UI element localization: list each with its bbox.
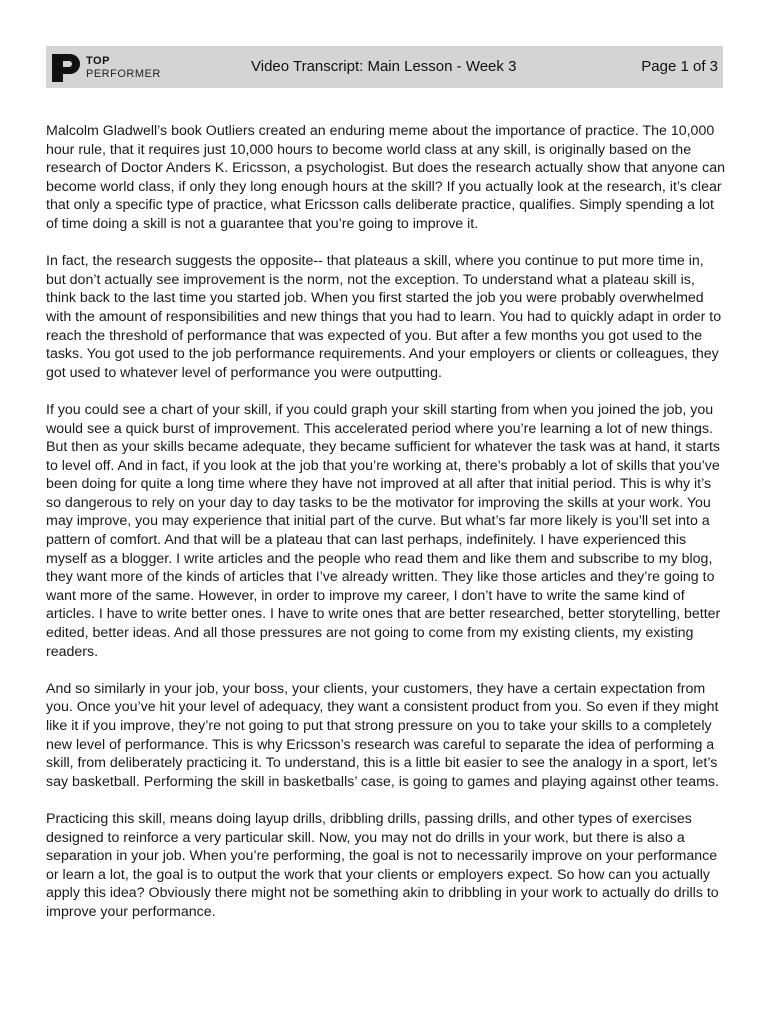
document-title: Video Transcript: Main Lesson - Week 3	[251, 58, 517, 75]
paragraph: And so similarly in your job, your boss, your clients, your customers, they have a certain expectation from you. Once you’ve hit your level of adequacy, they want a consistent product from you. So even if they might like it if you improve, they’re not going to put that strong pressure on you to take your skills to a completely new level of performance. This is why Ericsson’s research was careful to separate the idea of performing a skill, from deliberately practicing it. To understand, this is a little bit easier to see the analogy in a sport, let’s say basketball. Performing the skill in basketballs’ case, is going to games and playing against other teams.	[46, 680, 719, 790]
logo-mark-icon	[50, 52, 82, 84]
page-header	[46, 46, 723, 88]
logo-text-top: TOP	[86, 55, 110, 67]
paragraph: Practicing this skill, means doing layup drills, dribbling drills, passing drills, and other types of exercises designed to reinforce a very particular skill. Now, you may not do drills in your work, but there is also a separation in your job. When you’re performing, the goal is not to necessarily improve on your performance or learn a lot, the goal is to output the work that your clients or employers expect. So how can you actually apply this idea? Obviously there might not be something akin to dribbling in your work to actually do drills to improve your performance.	[46, 810, 719, 920]
paragraph: If you could see a chart of your skill, if you could graph your skill starting from when you joined the job, you would see a quick burst of improvement. This accelerated period where you’re learning a lot of new things. But then as your skills became adequate, they became sufficient for whatever the task was at hand, it starts to level off. And in fact, if you look at the job that you’re working at, there’s probably a lot of skills that you’ve been doing for quite a long time where they have not improved at all after that initial period. This is why it’s so dangerous to rely on your day to day tasks to be the motivator for improving the skills at your work. You may improve, you may experience that initial part of the curve. But what’s far more likely is you’ll set into a pattern of comfort. And that will be a plateau that can last perhaps, indefinitely. I have experienced this myself as a blogger. I write articles and the people who read them and like them and subscribe to my blog, they want more of the kinds of articles that I’ve already written. They like those articles and they’re going to want more of the same. However, in order to improve my career, I don’t have to write the same kind of articles. I have to write better ones. I have to write ones that are better researched, better storytelling, better edited, better ideas. And all those pressures are not going to come from my existing clients, my existing readers.	[46, 401, 721, 660]
paragraph: Malcolm Gladwell’s book Outliers created an enduring meme about the importance of practice. The 10,000 hour rule, that it requires just 10,000 hours to become world class at any skill, is originally based on the research of Doctor Anders K. Ericsson, a psychologist. But does the research actually show that anyone can become world class, if only they long enough hours at the skill? If you actually look at the research, it’s clear that only a specific type of practice, what Ericsson calls deliberate practice, qualifies. Simply spending a lot of time doing a skill is not a guarantee that you’re going to improve it.	[46, 123, 725, 232]
transcript-body	[46, 122, 726, 940]
top-performer-logo	[50, 52, 170, 84]
paragraph: In fact, the research suggests the opposite-- that plateaus a skill, where you continue to put more time in, but don’t actually see improvement is the norm, not the exception. To understand what a plateau skill is, think back to the last time you started job. When you first started the job you were probably overwhelmed with the amount of responsibilities and new things that you had to learn. You had to quickly adapt in order to reach the threshold of performance that was expected of you. But after a few months you got used to the tasks. You got used to the job performance requirements. And your employers or clients or colleagues, they got used to whatever level of performance you were outputting.	[46, 253, 722, 381]
logo-text-bottom: PERFORMER	[86, 68, 161, 80]
page-number: Page 1 of 3	[641, 58, 718, 75]
